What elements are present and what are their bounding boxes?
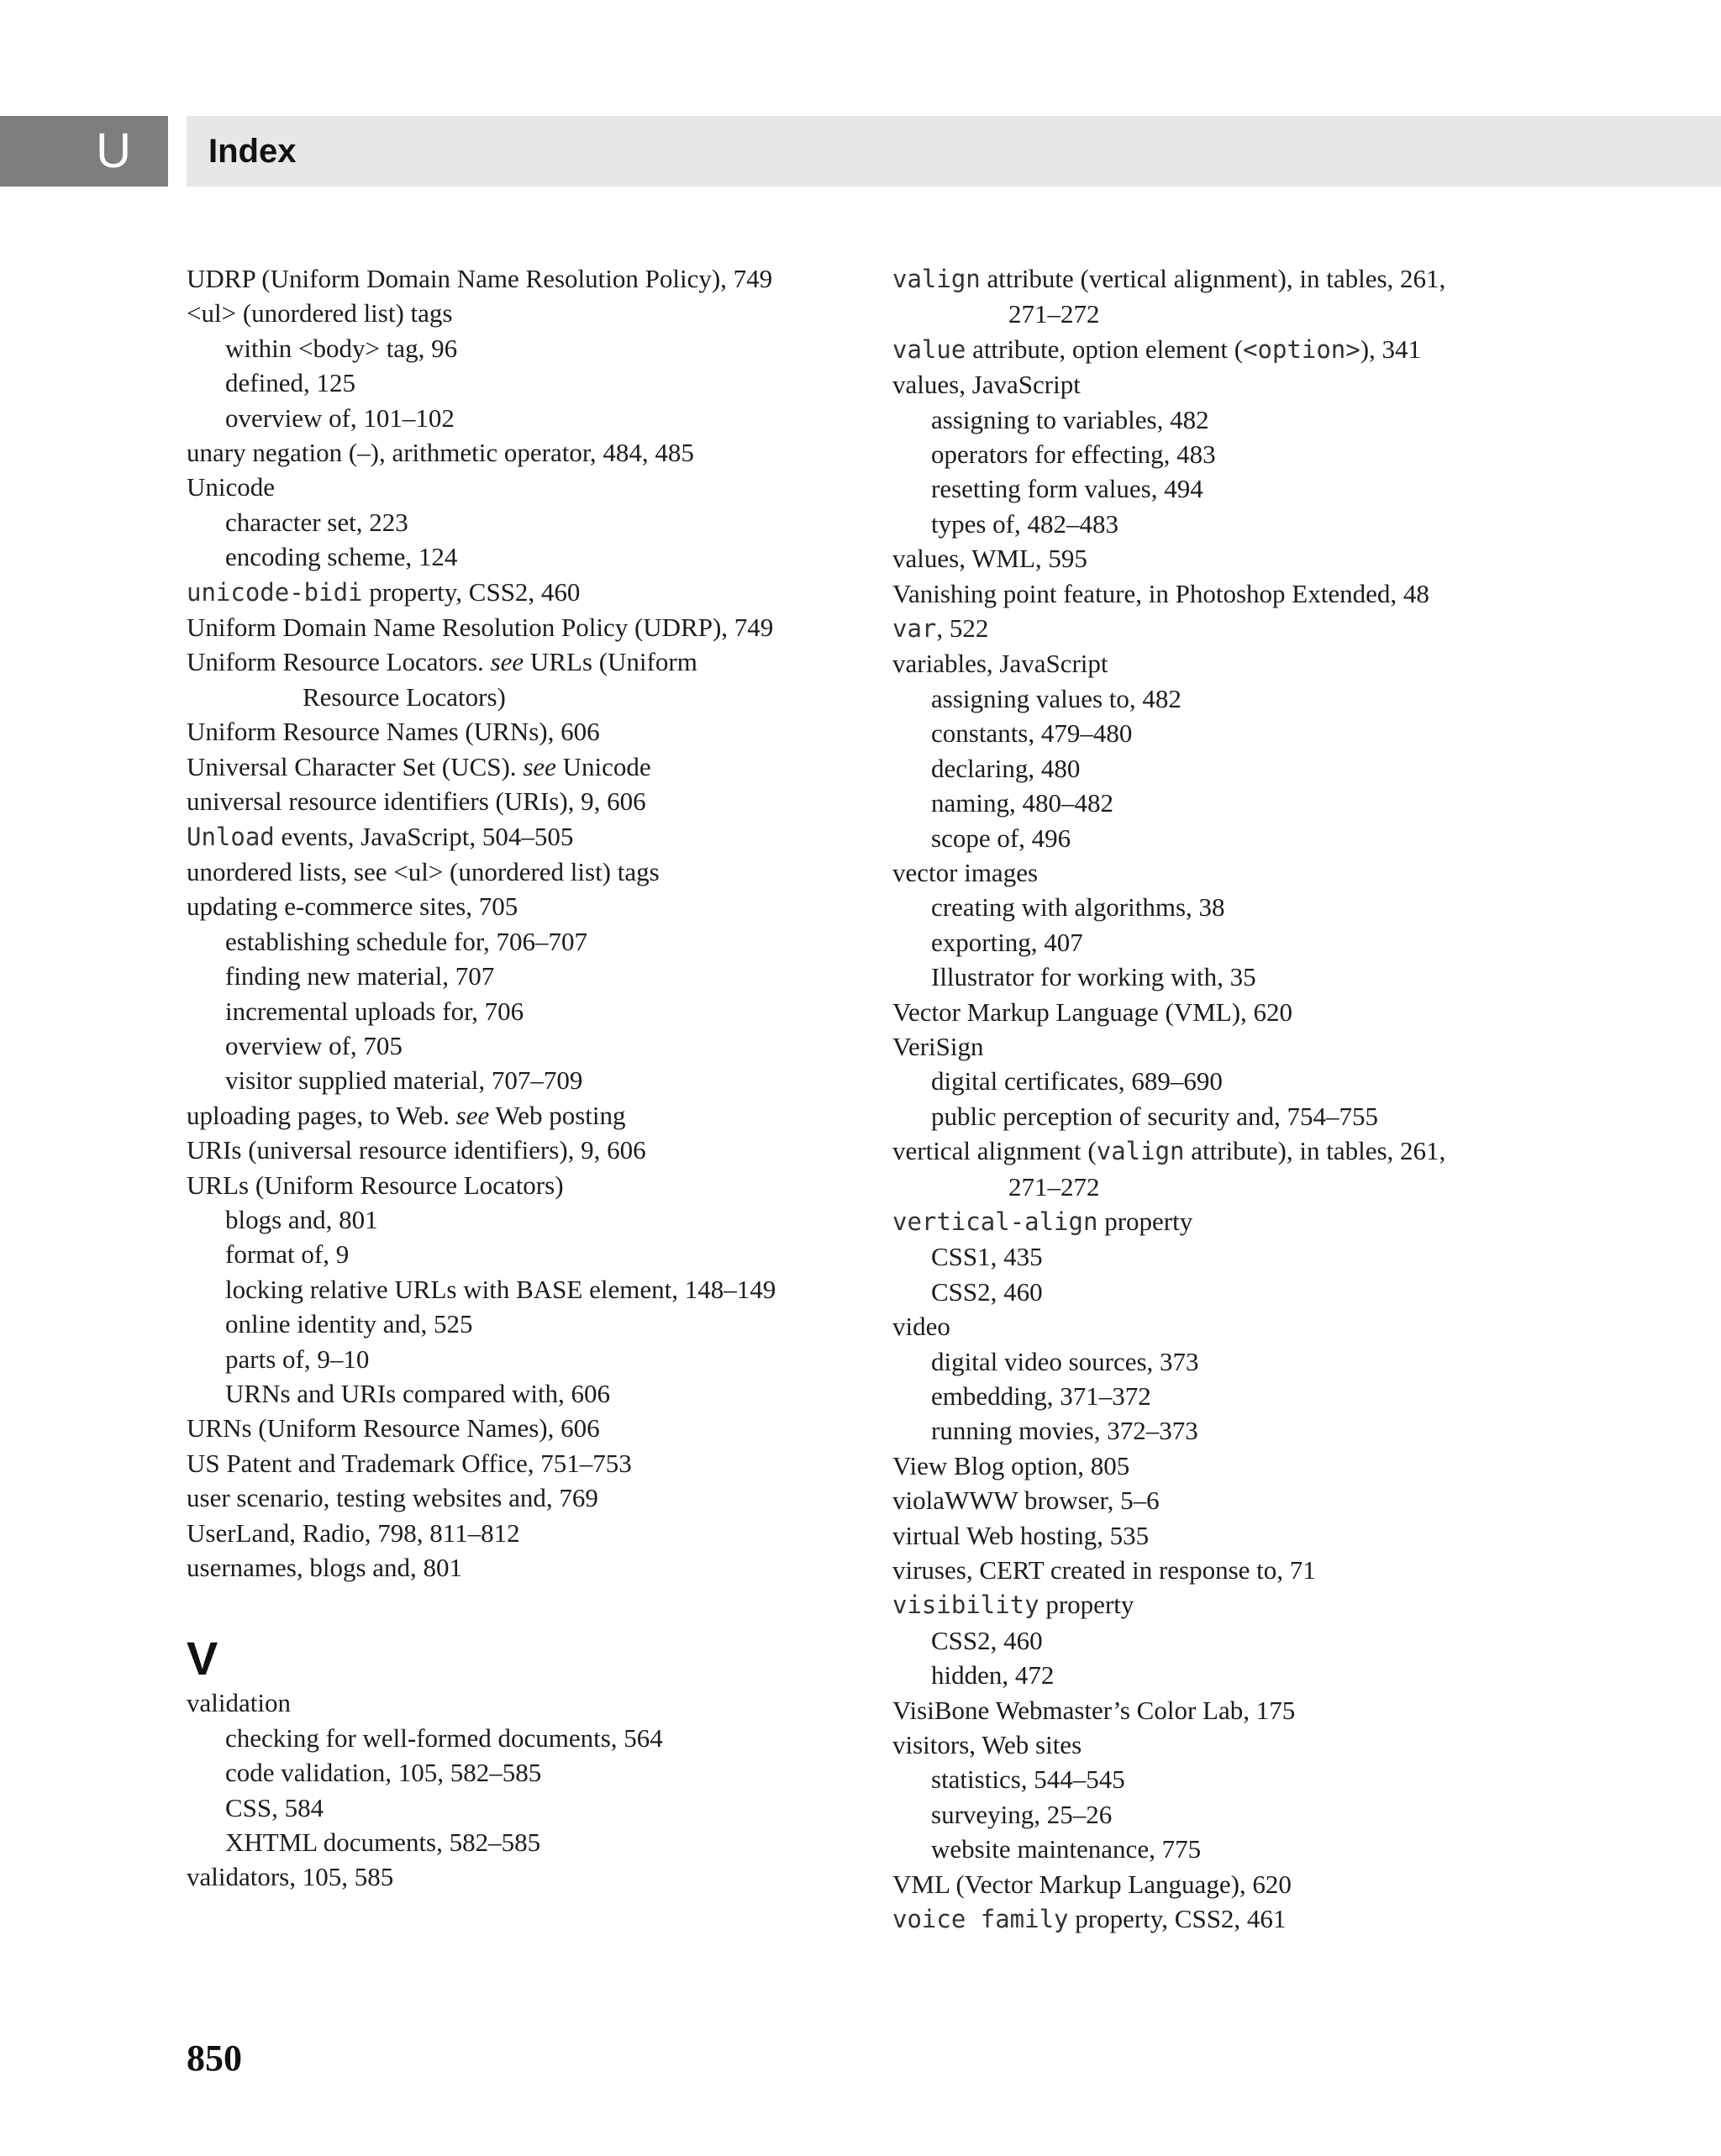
entry-text: public perception of security and, 754–755	[931, 1101, 1379, 1131]
entry-text: hidden, 472	[931, 1660, 1055, 1691]
entry-text: updating e-commerce sites, 705	[187, 891, 518, 922]
index-subentry	[187, 331, 842, 365]
code-term: valign	[892, 265, 981, 293]
index-entry	[892, 541, 1548, 576]
entry-text: virtual Web hosting, 535	[892, 1520, 1150, 1550]
index-subentry	[187, 505, 842, 539]
index-entry	[892, 1449, 1548, 1483]
code-term: unicode-bidi	[187, 577, 363, 607]
code-term: value	[892, 334, 966, 364]
index-subentry	[187, 994, 842, 1028]
see-reference: see	[523, 751, 556, 781]
index-entry	[187, 644, 842, 679]
entry-text: resetting form values, 494	[931, 474, 1203, 504]
index-subentry	[892, 681, 1548, 716]
index-entry	[187, 1685, 842, 1720]
entry-text: , 522	[936, 613, 989, 644]
index-entry-continuation	[187, 680, 842, 714]
index-subentry	[187, 1755, 842, 1790]
index-subentry	[892, 716, 1548, 750]
entry-text: URNs and URIs compared with, 606	[225, 1379, 611, 1408]
index-subentry	[892, 1099, 1548, 1133]
entry-text: UserLand, Radio, 798, 811–812	[187, 1517, 520, 1548]
entry-text: unary negation (–), arithmetic operator, 484, 485	[187, 438, 694, 468]
entry-text: embedding, 371–372	[931, 1381, 1151, 1411]
entry-text: Illustrator for working with, 35	[931, 962, 1256, 992]
code-term: voice family	[892, 1905, 1069, 1934]
entry-text: types of, 482–483	[931, 508, 1119, 539]
entry-text: digital certificates, 689–690	[931, 1066, 1223, 1096]
code-term: valign	[1096, 1137, 1185, 1166]
index-subentry	[892, 821, 1548, 855]
entry-text: overview of, 101–102	[225, 402, 455, 433]
entry-text: visitor supplied material, 707–709	[225, 1065, 583, 1096]
index-subentry	[187, 1342, 842, 1376]
index-subentry	[892, 925, 1548, 960]
index-subentry	[892, 1275, 1548, 1309]
entry-text: Web posting	[489, 1100, 626, 1130]
entry-text: CSS2, 460	[931, 1276, 1043, 1307]
index-subentry	[187, 1825, 842, 1859]
index-entry	[187, 261, 842, 296]
entry-text: code validation, 105, 582–585	[225, 1758, 542, 1788]
entry-text: URIs (universal resource identifiers), 9, 606	[187, 1135, 646, 1165]
code-term: vertical-align	[892, 1207, 1098, 1236]
entry-text: parts of, 9–10	[225, 1344, 370, 1374]
index-list-u	[187, 261, 842, 1585]
index-entry	[892, 1204, 1548, 1239]
index-entry-continuation	[892, 1170, 1548, 1204]
index-entry	[892, 1693, 1548, 1727]
index-entry	[892, 646, 1548, 681]
index-entry	[187, 889, 842, 923]
entry-text: creating with algorithms, 38	[931, 892, 1225, 923]
index-entry	[892, 1309, 1548, 1344]
index-entry	[187, 1168, 842, 1202]
index-entry	[892, 576, 1548, 611]
index-subentry	[187, 365, 842, 400]
index-entry	[187, 435, 842, 470]
index-list-v	[187, 1685, 842, 1894]
index-entry	[187, 575, 842, 610]
code-term: visibility	[892, 1591, 1039, 1620]
entry-text: checking for well-formed documents, 564	[225, 1722, 663, 1753]
entry-text: declaring, 480	[931, 753, 1081, 783]
entry-text: attribute (vertical alignment), in tables, 261,	[980, 264, 1446, 293]
entry-text: events, JavaScript, 504–505	[274, 821, 574, 851]
entry-text: assigning to variables, 482	[931, 404, 1209, 434]
index-subentry	[187, 1721, 842, 1755]
index-subentry	[187, 1202, 842, 1237]
code-term: Unload	[187, 822, 275, 851]
entry-text: Resource Locators)	[303, 681, 506, 712]
entry-text: assigning values to, 482	[931, 683, 1182, 713]
entry-text: Uniform Resource Locators.	[187, 647, 491, 677]
entry-text: CSS, 584	[225, 1792, 324, 1822]
entry-text: Unicode	[555, 751, 651, 781]
index-subentry	[892, 1797, 1548, 1832]
entry-text: property	[1097, 1206, 1193, 1236]
entry-text: scope of, 496	[931, 823, 1071, 853]
entry-text: Vanishing point feature, in Photoshop Extended, 48	[892, 578, 1429, 608]
index-entry	[892, 367, 1548, 402]
index-entry	[892, 1867, 1548, 1901]
entry-text: variables, JavaScript	[892, 649, 1108, 679]
entry-text: XHTML documents, 582–585	[225, 1827, 541, 1858]
index-entry	[187, 1516, 842, 1550]
index-entry	[892, 1553, 1548, 1587]
entry-text: URLs (Uniform Resource Locators)	[187, 1170, 564, 1200]
index-subentry	[892, 402, 1548, 437]
index-entry	[892, 1483, 1548, 1517]
entry-text: CSS2, 460	[931, 1625, 1043, 1655]
entry-text: exporting, 407	[931, 927, 1083, 957]
entry-text: URLs (Uniform	[524, 647, 697, 677]
index-entry	[187, 1133, 842, 1167]
see-reference: see	[490, 647, 524, 677]
entry-text: validators, 105, 585	[187, 1862, 394, 1892]
entry-text: universal resource identifiers (URIs), 9, 606	[187, 786, 646, 817]
entry-text: Uniform Resource Names (URNs), 606	[187, 717, 600, 747]
index-entry	[187, 296, 842, 330]
entry-text: UDRP (Uniform Domain Name Resolution Policy), 749	[187, 264, 773, 293]
entry-text: attribute), in tables, 261,	[1184, 1136, 1446, 1166]
index-entry	[892, 1587, 1548, 1622]
index-entry	[187, 1446, 842, 1480]
entry-text: statistics, 544–545	[931, 1764, 1125, 1795]
entry-text: incremental uploads for, 706	[225, 996, 524, 1026]
entry-text: character set, 223	[225, 507, 408, 537]
entry-text: digital video sources, 373	[931, 1346, 1199, 1376]
entry-text: naming, 480–482	[931, 788, 1113, 818]
index-subentry	[892, 1832, 1548, 1866]
entry-text: visitors, Web sites	[892, 1730, 1082, 1760]
entry-text: Uniform Domain Name Resolution Policy (UDRP), 749	[187, 613, 774, 643]
index-entry	[187, 470, 842, 504]
index-subentry	[892, 1762, 1548, 1796]
section-heading-v: V	[187, 1632, 218, 1685]
index-entry	[892, 1901, 1548, 1937]
entry-text: <ul> (unordered list) tags	[187, 298, 453, 329]
index-entry	[892, 855, 1548, 890]
index-subentry	[892, 1623, 1548, 1658]
index-subentry	[187, 1237, 842, 1271]
index-subentry	[892, 1658, 1548, 1692]
index-subentry	[187, 959, 842, 993]
header-bar	[187, 116, 1721, 187]
index-subentry	[187, 1307, 842, 1341]
index-entry	[187, 784, 842, 818]
index-entry	[892, 261, 1548, 297]
index-subentry	[187, 924, 842, 959]
index-subentry	[892, 1344, 1548, 1379]
entry-text: blogs and, 801	[225, 1204, 378, 1234]
entry-text: defined, 125	[225, 368, 355, 398]
entry-text: vector images	[892, 857, 1039, 887]
entry-text: running movies, 372–373	[931, 1416, 1198, 1446]
entry-text: online identity and, 525	[225, 1309, 473, 1339]
entry-text: 271–272	[1008, 299, 1100, 329]
page-number: 850	[187, 2038, 242, 2079]
index-subentry	[892, 1379, 1548, 1413]
entry-text: CSS1, 435	[931, 1242, 1043, 1272]
index-subentry	[187, 1063, 842, 1097]
index-entry	[187, 610, 842, 644]
index-entry	[892, 1727, 1548, 1762]
index-subentry	[187, 401, 842, 435]
index-subentry	[187, 1028, 842, 1063]
index-subentry	[892, 1239, 1548, 1274]
entry-text: Vector Markup Language (VML), 620	[892, 996, 1293, 1027]
entry-text: 271–272	[1008, 1171, 1100, 1202]
code-term: <option>	[1243, 334, 1360, 364]
entry-text: US Patent and Trademark Office, 751–753	[187, 1448, 632, 1478]
entry-text: usernames, blogs and, 801	[187, 1553, 463, 1583]
index-column-left	[187, 261, 842, 1895]
entry-text: locking relative URLs with BASE element, 148–149	[225, 1274, 776, 1304]
entry-text: user scenario, testing websites and, 769	[187, 1483, 598, 1513]
entry-text: attribute, option element (	[966, 334, 1244, 364]
entry-text: website maintenance, 775	[931, 1834, 1202, 1864]
index-entry	[892, 1029, 1548, 1064]
index-subentry	[892, 1064, 1548, 1098]
entry-text: validation	[187, 1688, 291, 1718]
entry-text: constants, 479–480	[931, 718, 1133, 749]
entry-text: property, CSS2, 461	[1068, 1904, 1287, 1934]
index-subentry	[892, 507, 1548, 541]
entry-text: violaWWW browser, 5–6	[892, 1486, 1160, 1516]
index-subentry	[187, 1272, 842, 1307]
see-reference: see	[455, 1100, 490, 1130]
entry-text: operators for effecting, 483	[931, 439, 1216, 470]
index-entry	[187, 819, 842, 855]
entry-text: video	[892, 1312, 950, 1342]
index-subentry	[892, 960, 1548, 994]
entry-text: View Blog option, 805	[892, 1450, 1130, 1480]
entry-text: overview of, 705	[225, 1030, 403, 1060]
index-subentry	[892, 1413, 1548, 1448]
entry-text: values, WML, 595	[892, 544, 1087, 574]
entry-text: establishing schedule for, 706–707	[225, 926, 587, 956]
index-subentry	[892, 471, 1548, 506]
index-entry	[187, 1550, 842, 1585]
entry-text: encoding scheme, 124	[225, 542, 458, 572]
index-entry-continuation	[892, 297, 1548, 331]
index-entry	[187, 855, 842, 889]
index-entry	[892, 1133, 1548, 1169]
entry-text: surveying, 25–26	[931, 1799, 1113, 1829]
index-entry	[187, 1098, 842, 1133]
entry-text: VML (Vector Markup Language), 620	[892, 1869, 1292, 1899]
index-subentry	[187, 1791, 842, 1825]
index-subentry	[892, 751, 1548, 786]
index-entry	[187, 1859, 842, 1894]
entry-text: viruses, CERT created in response to, 71	[892, 1555, 1316, 1585]
entry-text: URNs (Uniform Resource Names), 606	[187, 1413, 600, 1443]
section-tab-letter: U	[96, 124, 131, 178]
entry-text: values, JavaScript	[892, 370, 1081, 400]
index-subentry	[892, 437, 1548, 471]
page-title: Index	[208, 133, 297, 170]
entry-text: ), 341	[1360, 334, 1422, 364]
entry-text: Unicode	[187, 472, 276, 502]
entry-text: property, CSS2, 460	[362, 576, 581, 607]
index-subentry	[187, 539, 842, 574]
code-term: var	[892, 614, 937, 644]
index-list-right	[892, 261, 1548, 1938]
index-entry	[892, 995, 1548, 1029]
entry-text: property	[1039, 1590, 1134, 1620]
entry-text: uploading pages, to Web.	[187, 1100, 456, 1130]
index-entry	[187, 1480, 842, 1515]
index-column-right	[892, 261, 1548, 1938]
entry-text: finding new material, 707	[225, 961, 495, 991]
index-entry	[187, 1411, 842, 1445]
entry-text: VeriSign	[892, 1031, 984, 1061]
entry-text: within <body> tag, 96	[225, 333, 458, 363]
entry-text: vertical alignment (	[892, 1136, 1097, 1166]
entry-text: Universal Character Set (UCS).	[187, 751, 524, 781]
index-entry	[187, 749, 842, 784]
index-subentry	[892, 786, 1548, 820]
index-subentry	[892, 890, 1548, 924]
index-entry	[187, 714, 842, 749]
index-entry	[892, 1518, 1548, 1553]
entry-text: VisiBone Webmaster’s Color Lab, 175	[892, 1695, 1296, 1725]
index-subentry	[187, 1376, 842, 1411]
index-entry	[892, 611, 1548, 646]
entry-text: format of, 9	[225, 1239, 350, 1270]
index-entry	[892, 332, 1548, 367]
entry-text: unordered lists, see <ul> (unordered list) tags	[187, 856, 660, 886]
